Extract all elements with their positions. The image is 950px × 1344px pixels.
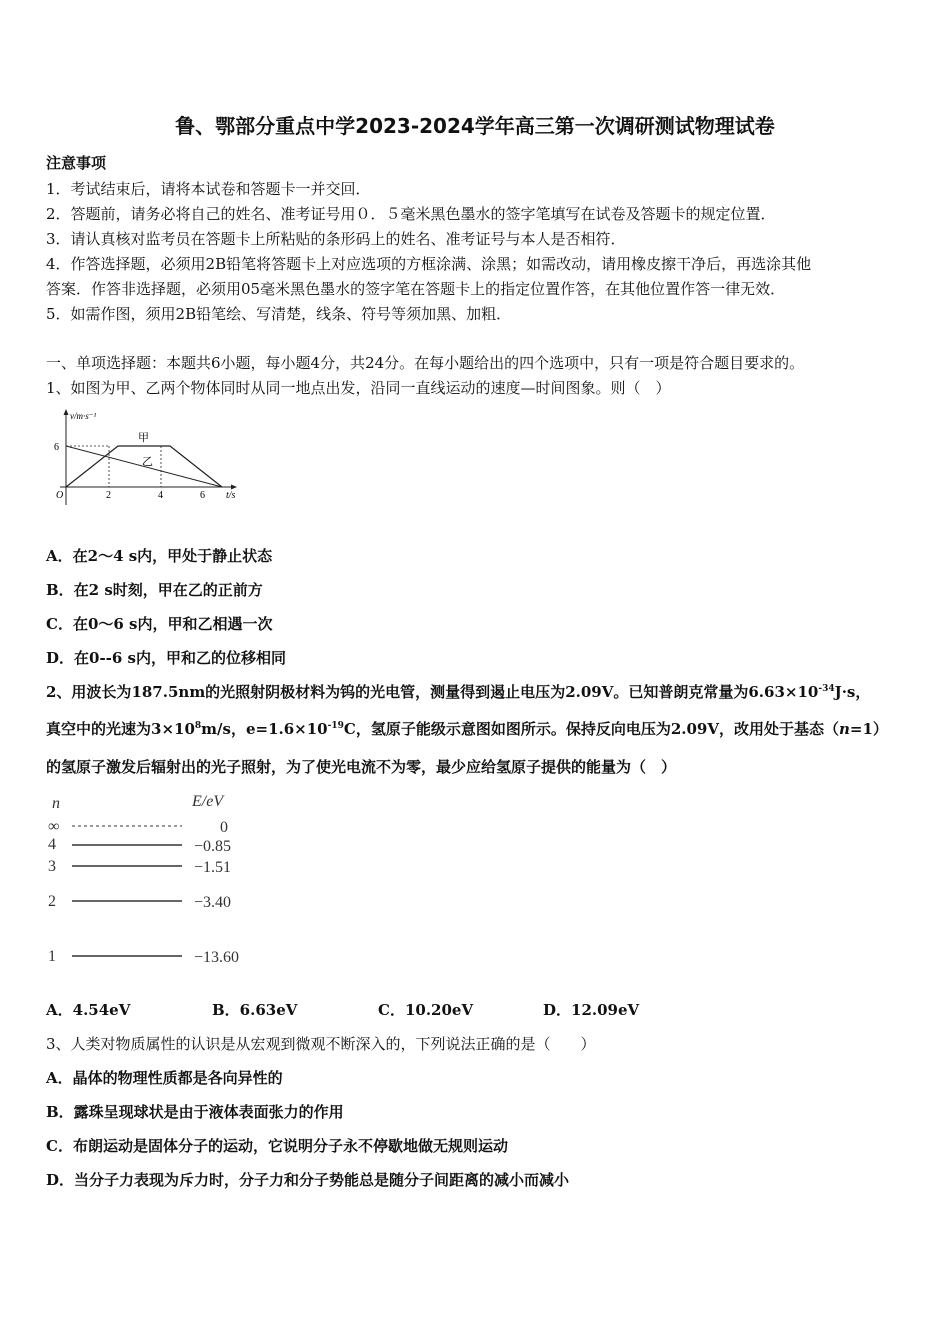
level-energy-label: −1.51 [194, 859, 232, 876]
y-axis-label: v/m·s⁻¹ [70, 411, 97, 421]
question-2-line-1: 2、用波长为187.5nm的光照射阴极材料为钨的光电管，测量得到遏止电压为2.09V。已知普朗克常量为$6.63\times 10^{-34}J\cdot s$， [46, 683, 871, 701]
page-title: 鲁、鄂部分重点中学2023-2024学年高三第一次调研测试物理试卷 [175, 114, 775, 138]
level-n-label: 2 [48, 893, 56, 910]
level-n-label: ∞ [48, 818, 60, 835]
option-b: B．露珠呈现球状是由于液体表面张力的作用 [46, 1103, 344, 1121]
level-energy-label: −13.60 [194, 949, 240, 966]
option-b: B．在2 s时刻，甲在乙的正前方 [46, 581, 263, 599]
series-jia-label: 甲 [138, 432, 149, 444]
notice-item: 5．如需作图，须用2B铅笔绘、写清楚，线条、符号等须加黑、加粗． [46, 305, 512, 323]
level-energy-label: 0 [220, 819, 228, 836]
level-n-label: 4 [48, 836, 56, 853]
option-a: A．晶体的物理性质都是各向异性的 [46, 1069, 283, 1087]
question-3-stem: 3、人类对物质属性的认识是从宏观到微观不断深入的，下列说法正确的是（ ） [46, 1035, 596, 1053]
energy-level-diagram [40, 788, 270, 973]
option-b: B．6.63eV [212, 1001, 298, 1019]
x-tick-label: 2 [106, 490, 111, 501]
level-n-label: 1 [48, 948, 56, 965]
section-heading: 一、单项选择题：本题共6小题，每小题4分，共24分。在每小题给出的四个选项中，只有一项是符合题目要求的。 [46, 354, 805, 372]
series-yi-label: 乙 [142, 456, 153, 468]
x-tick-label: 4 [158, 490, 163, 501]
origin-label: O [56, 490, 64, 501]
option-c: C．布朗运动是固体分子的运动，它说明分子永不停歇地做无规则运动 [46, 1137, 508, 1155]
question-2-line-2: 真空中的光速为$3\times 10^8m/s$，$e=1.6\times 10^{-19}C$，氢原子能级示意图如图所示。保持反向电压为2.09V，改用处于基态（n=1） [46, 720, 888, 738]
notice-item: 4．作答选择题，必须用2B铅笔将答题卡上对应选项的方框涂满、涂黑；如需改动，请用橡皮擦干净后，再选涂其他 [46, 255, 812, 273]
x-tick-label: 6 [200, 490, 205, 501]
option-c: C．在0～6 s内，甲和乙相遇一次 [46, 615, 273, 633]
x-axis-label: t/s [226, 490, 236, 501]
option-d: D．12.09eV [543, 1001, 640, 1019]
notice-heading: 注意事项 [46, 154, 107, 172]
question-1-stem: 1、如图为甲、乙两个物体同时从同一地点出发，沿同一直线运动的速度—时间图象。则（ ） [46, 379, 671, 397]
x-axis-arrow [231, 485, 237, 490]
notice-item: 3．请认真核对监考员在答题卡上所粘贴的条形码上的姓名、准考证号与本人是否相符． [46, 230, 626, 248]
level-n-label: 3 [48, 858, 56, 875]
notice-item: 1．考试结束后，请将本试卷和答题卡一并交回． [46, 180, 371, 198]
option-a: A．在2～4 s内，甲处于静止状态 [46, 547, 273, 565]
level-energy-label: −0.85 [194, 838, 232, 855]
y-axis-arrow [64, 409, 69, 415]
n-header: n [52, 795, 60, 812]
y-tick-label: 6 [54, 442, 59, 453]
velocity-time-graph [48, 405, 248, 515]
energy-header: E/eV [192, 793, 224, 810]
option-d: D．当分子力表现为斥力时，分子力和分子势能总是随分子间距离的减小而减小 [46, 1171, 570, 1189]
option-a: A．4.54eV [46, 1001, 131, 1019]
notice-item: 2．答题前，请务必将自己的姓名、准考证号用０．５毫米黑色墨水的签字笔填写在试卷及答题卡的规定位置． [46, 205, 776, 223]
option-c: C．10.20eV [378, 1001, 474, 1019]
level-energy-label: −3.40 [194, 894, 232, 911]
question-2-line-3: 的氢原子激发后辐射出的光子照射，为了使光电流不为零，最少应给氢原子提供的能量为（ ） [46, 758, 677, 776]
option-d: D．在0--6 s内，甲和乙的位移相同 [46, 649, 287, 667]
notice-item: 答案．作答非选择题，必须用05毫米黑色墨水的签字笔在答题卡上的指定位置作答，在其他位置作答一律无效． [46, 280, 786, 298]
